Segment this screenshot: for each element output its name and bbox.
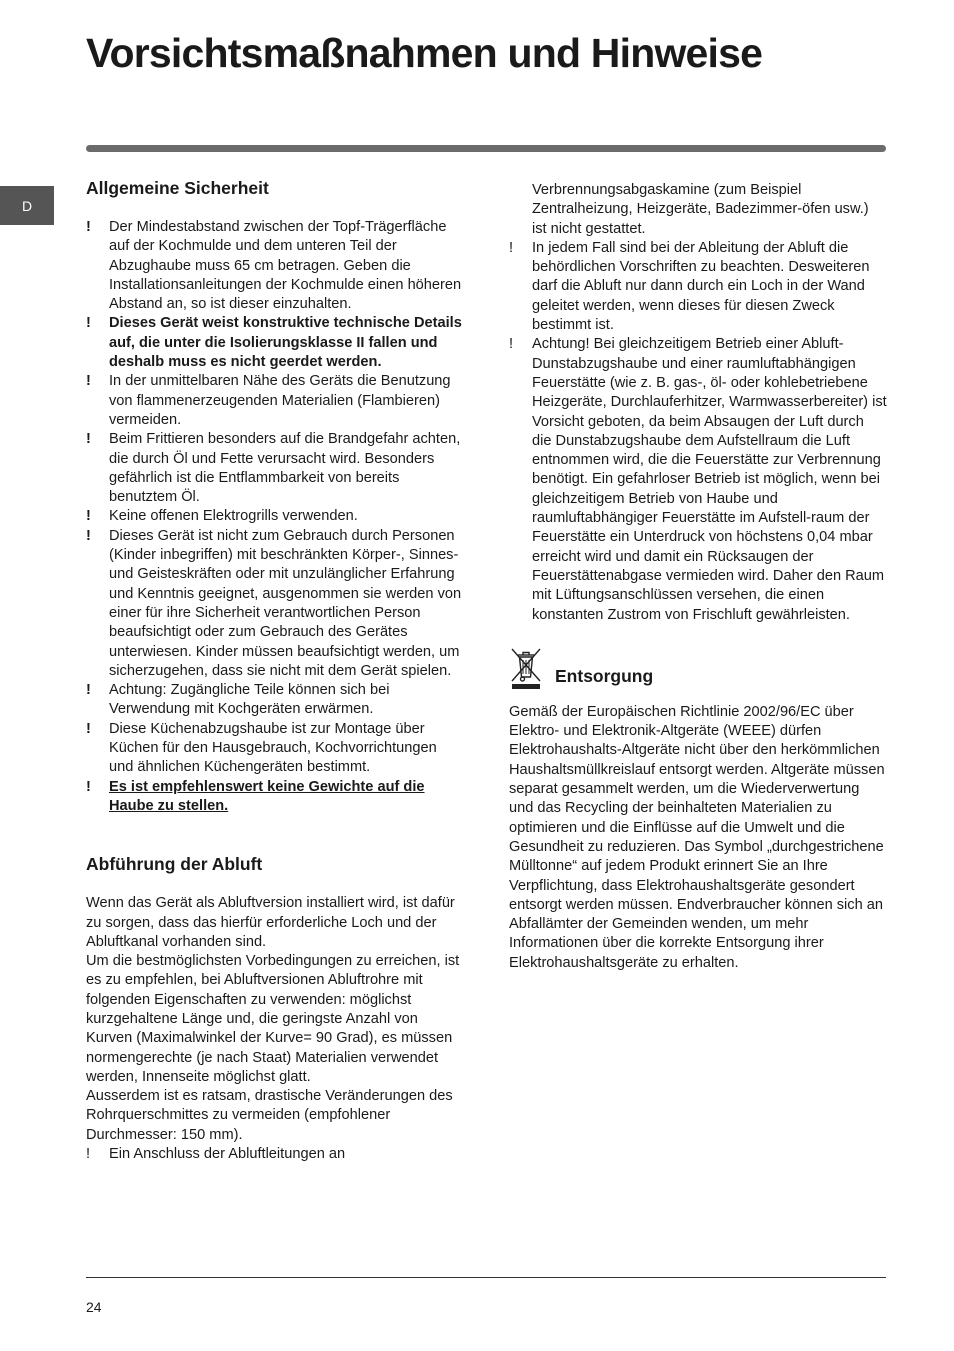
list-item: ! Der Mindestabstand zwischen der Topf-Trägerfläche auf der Kochmulde und dem unteren Teil der Abzughaube muss 65 cm betragen. Geben die Installationsanleitungen der Kochmulde einen höheren Abstand an, so ist dieser einzuhalten.: [86, 219, 462, 313]
left-column: [86, 176, 464, 1164]
list-item-continuation: Verbrennungsabgaskamine (zum Beispiel Zentralheizung, Heizgeräte, Badezimmer-öfen usw.) ist nicht gestattet.: [532, 182, 869, 237]
section-heading-disposal: Entsorgung: [555, 665, 654, 686]
section-heading-safety: Allgemeine Sicherheit: [86, 178, 269, 198]
bullet-mark: !: [509, 336, 514, 353]
right-column: [509, 181, 887, 973]
list-item: ! Achtung! Bei gleichzeitigem Betrieb einer Abluft-Dunstabzugshaube und einer raumluftabhängigen Feuerstätte (wie z. B. gas-, öl- oder kohlebetriebene Heizgeräte, Durchlauferhitzer, Warmwasserbereiter) ist Vorsicht geboten, da beim Absaugen der Luft durch die Dunstabzugshaube dem Aufstellraum die Luft entnommen wird, die die Feuerstätte zur Verbrennung benötigt. Ein gefahrloser Betrieb ist möglich, wenn bei gleichzeitigem Betrieb von Haube und raumluftabhängiger Feuerstätte im Aufstell-raum der Feuerstätte ein Unterdruck von höchstens 0,04 mbar erreicht wird und damit ein Rücksaugen der Feuerstättenabgase vermieden wird. Daher den Raum mit Lüftungsanschlüssen versehen, die einen konstanten Zustrom von Frischluft gewährleisten.: [509, 336, 887, 623]
bullet-mark: !: [86, 682, 91, 699]
exhaust-list-continued: [509, 239, 887, 625]
footer-rule: [86, 1277, 886, 1278]
bullet-mark: !: [86, 720, 91, 737]
bullet-mark: !: [509, 239, 514, 256]
page-number: 24: [86, 1299, 102, 1315]
exhaust-list: [86, 1145, 464, 1164]
exhaust-paragraph: Wenn das Gerät als Abluftversion installiert wird, ist dafür zu sorgen, dass das hierfür erforderliche Loch und der Abluftkanal vorhanden sind.: [86, 895, 455, 950]
title-rule: [86, 145, 886, 152]
bullet-mark: !: [86, 508, 91, 525]
page-title: Vorsichtsmaßnahmen und Hinweise: [86, 30, 763, 76]
list-item: ! Diese Küchenabzugshaube ist zur Montage über Küchen für den Hausgebrauch, Kochvorrichtungen und ähnlichen Küchengeräten bestimmt.: [86, 720, 437, 776]
exhaust-paragraph: Ausserdem ist es ratsam, drastische Veränderungen des Rohrquerschmittes zu vermeiden (empfohlener Durchmesser: 150 mm).: [86, 1088, 453, 1143]
list-item: ! Es ist empfehlenswert keine Gewichte auf die Haube zu stellen.: [86, 778, 425, 814]
disposal-heading-row: [509, 646, 887, 690]
disposal-paragraph: Gemäß der Europäischen Richtlinie 2002/96/EC über Elektro- und Elektronik-Altgeräte (WEEE) dürfen Elektrohaushalts-Altgeräte nicht über den herkömmlichen Haushaltsmüllkreislauf entsorgt werden. Altgeräte müssen separat gesammelt werden, um die Wiederverwertung und das Recycling der beinhalteten Materialien zu optimieren und die Einflüsse auf die Umwelt und die Gesundheit zu reduzieren. Das Symbol „durchgestrichene Mülltonne“ auf jedem Produkt erinnert Sie an Ihre Verpflichtung, dass Elektrohaushaltsgeräte gesondert entsorgt werden müssen. Endverbraucher können sich an Abfallämter der Gemeinden wenden, um mehr Informationen über die korrekte Entsorgung ihrer Elektrohaushaltsgeräte zu erhalten.: [509, 703, 885, 971]
list-item: ! Achtung: Zugängliche Teile können sich bei Verwendung mit Kochgeräten erwärmen.: [86, 682, 390, 718]
list-item: ! Dieses Gerät ist nicht zum Gebrauch durch Personen (Kinder inbegriffen) mit beschränkten Körper-, Sinnes- und Geisteskräften oder mit unzulänglicher Erfahrung und Kenntnis geeignet, ausgenommen sie werden von einer für ihre Sicherheit verantwortlichen Person beaufsichtigt oder zum Gebrauch des Gerätes unterwiesen. Kinder müssen beaufsichtigt werden, um sicherzugehen, dass sie nicht mit dem Gerät spielen.: [86, 527, 462, 679]
list-item: ! Ein Anschluss der Abluftleitungen an: [86, 1145, 464, 1164]
safety-list: [86, 218, 464, 816]
list-item: ! Beim Frittieren besonders auf die Brandgefahr achten, die durch Öl und Fette verursacht wird. Besonders gefährlich ist die Entflammbarkeit von bereits benutztem Öl.: [86, 431, 461, 506]
list-item: ! Dieses Gerät weist konstruktive technische Details auf, die unter die Isolierungsklasse II fallen und deshalb muss es nicht geerdet werden.: [86, 315, 462, 371]
exhaust-paragraph: Um die bestmöglichsten Vorbedingungen zu erreichen, ist es zu empfehlen, bei Abluftversionen Abluftrohre mit folgenden Eigenschaften zu verwenden: möglichst kurzgehaltene Länge und, die geringste Anzahl von Kurven (Maximalwinkel der Kurve= 90 Grad), es müssen normengerechte (je nach Staat) Materialien verwendet werden, Innenseite möglichst glatt.: [86, 953, 460, 1085]
bullet-mark: !: [86, 431, 91, 448]
section-heading-exhaust: Abführung der Abluft: [86, 854, 263, 875]
list-item: ! Keine offenen Elektrogrills verwenden.: [86, 507, 464, 526]
bullet-mark: !: [86, 373, 91, 390]
bullet-mark: !: [86, 315, 91, 332]
bullet-mark: !: [86, 527, 91, 544]
bullet-mark: !: [86, 219, 91, 235]
list-item: ! In der unmittelbaren Nähe des Geräts die Benutzung von flammenerzeugenden Materialien (Flambieren) vermeiden.: [86, 373, 451, 428]
list-item: ! In jedem Fall sind bei der Ableitung der Abluft die behördlichen Vorschriften zu beachten. Desweiteren darf die Abluft nur dann durch ein Loch in der Wand geleitet werden, wenn dieses für diesen Zweck bestimmt ist.: [509, 239, 870, 334]
language-tab: D: [0, 186, 54, 225]
bullet-mark: !: [86, 778, 91, 795]
bullet-mark: !: [86, 1146, 91, 1163]
crossed-out-wheelie-bin-icon: [509, 646, 543, 690]
